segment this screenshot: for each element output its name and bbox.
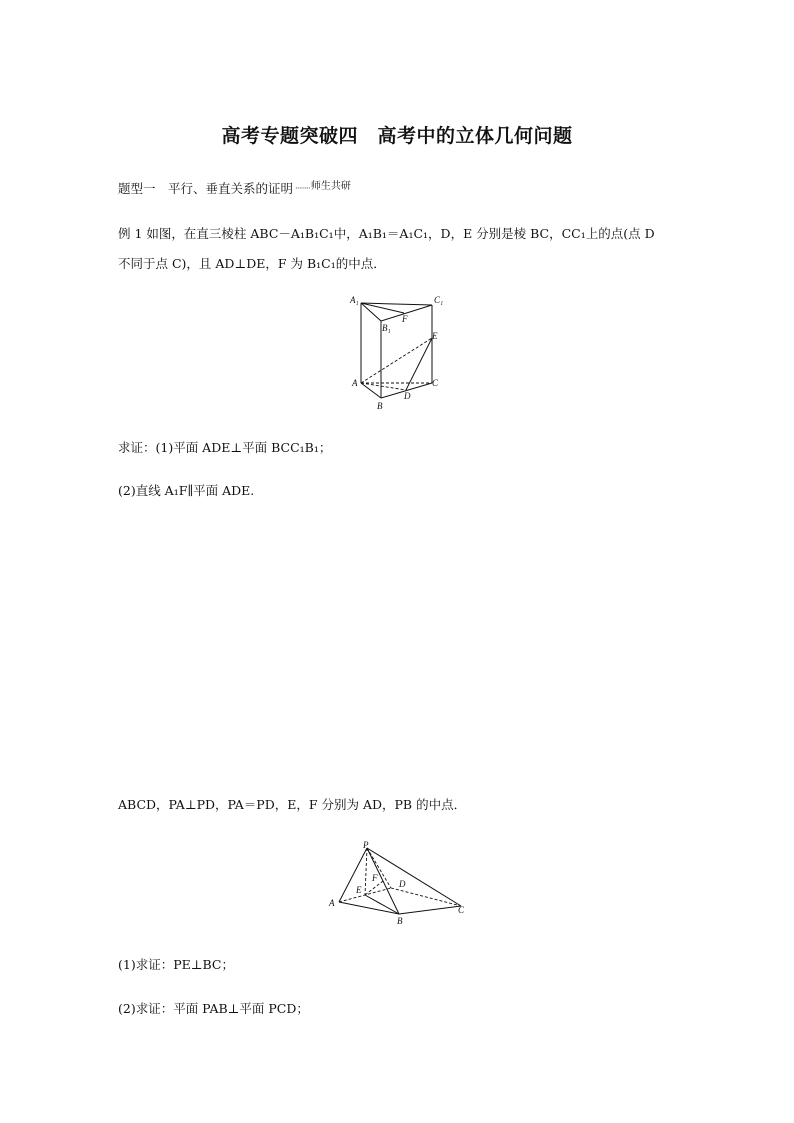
label-d: D — [404, 391, 411, 401]
example2-q1: (1)求证：PE⊥BC； — [118, 957, 234, 972]
label-e: E — [356, 885, 362, 895]
example1-prove-2: (2)直线 A₁F∥平面 ADE. — [118, 483, 255, 498]
pyramid-figure — [325, 838, 475, 928]
label-f: F — [372, 873, 378, 883]
edge-dc-hidden — [391, 888, 461, 906]
label-a1: A₁ — [350, 295, 359, 305]
edge-ab — [339, 902, 399, 914]
edge-a1c1 — [361, 303, 432, 305]
label-a: A — [329, 898, 335, 908]
label-c: C — [458, 905, 465, 915]
edge-de — [406, 338, 432, 390]
label-d: D — [399, 879, 406, 889]
edge-pa — [339, 848, 367, 902]
section-leader-dots: ········ — [295, 184, 310, 194]
section-label: 题型一 平行、垂直关系的证明 — [118, 181, 294, 196]
edge-pd-hidden — [367, 848, 391, 888]
label-c1: C₁ — [434, 295, 444, 305]
label-p: P — [363, 840, 369, 850]
label-b1: B₁ — [382, 323, 391, 333]
edge-bc — [399, 906, 461, 914]
edge-ae-hidden — [361, 338, 432, 383]
label-b: B — [397, 916, 403, 926]
example1-prove-1: 求证：(1)平面 ADE⊥平面 BCC₁B₁； — [118, 440, 332, 455]
edge-ad-hidden — [361, 383, 406, 390]
label-e: E — [432, 331, 438, 341]
edge-pe-hidden — [365, 848, 367, 895]
label-a: A — [352, 378, 358, 388]
example2-line1: ABCD，PA⊥PD，PA＝PD，E，F 分别为 AD，PB 的中点． — [118, 797, 467, 812]
section-heading — [118, 177, 351, 197]
label-f: F — [402, 314, 408, 324]
prism-figure — [340, 290, 450, 415]
example1-line2: 不同于点 C)，且 AD⊥DE，F 为 B₁C₁的中点． — [118, 256, 386, 271]
section-tag: 师生共研 — [310, 181, 351, 192]
label-c: C — [432, 378, 439, 388]
example1-line1: 例 1 如图，在直三棱柱 ABC－A₁B₁C₁中，A₁B₁＝A₁C₁，D，E 分别是棱 BC，CC₁上的点(点 D — [118, 226, 655, 241]
page-title: 高考专题突破四 高考中的立体几何问题 — [221, 125, 573, 147]
example2-q2: (2)求证：平面 PAB⊥平面 PCD； — [118, 1001, 309, 1016]
label-b: B — [377, 401, 383, 411]
